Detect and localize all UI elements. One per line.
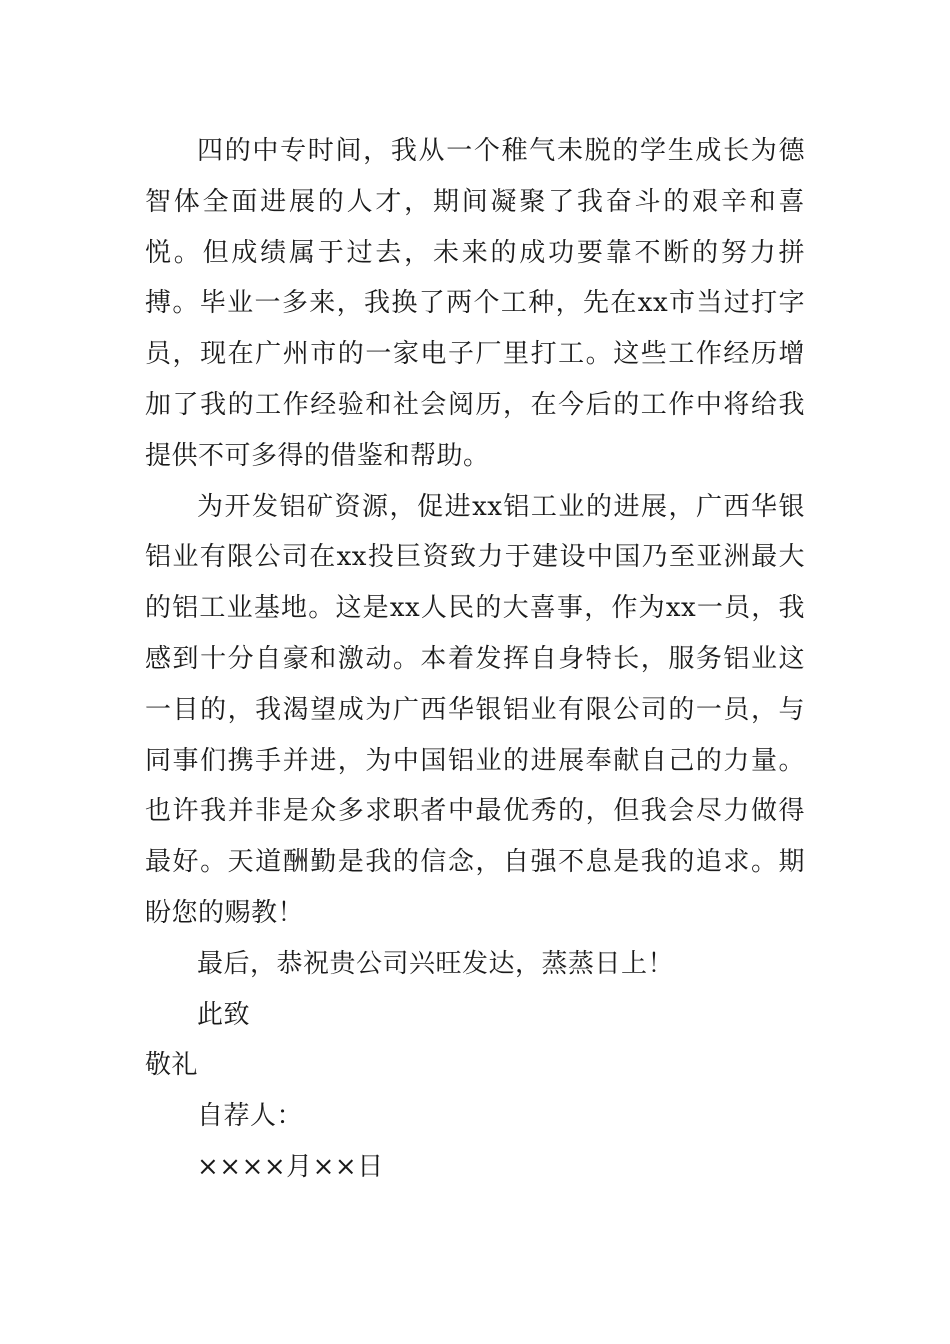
salutation-line-1: 此致 — [197, 999, 251, 1030]
closing-wish: 最后，恭祝贵公司兴旺发达，蒸蒸日上！ — [197, 948, 675, 979]
paragraph-motivation: 为开发铝矿资源，促进xx铝工业的进展，广西华银铝业有限公司在xx投巨资致力于建设中国乃至亚洲最大的铝工业基地。这是xx人民的大喜事，作为xx一员，我感到十分自豪和激动。本着发挥自身特长，服务铝业这一目的，我渴望成为广西华银铝业有限公司的一员，与同事们携手并进，为中国铝业的进展奉献自己的力量。也许我并非是众多求职者中最优秀的，但我会尽力做得最好。天道酬勤是我的信念，自强不息是我的追求。期盼您的赐教！ — [145, 491, 805, 928]
salutation-line-2: 敬礼 — [145, 1050, 199, 1081]
date-line: ××××月××日 — [197, 1151, 384, 1182]
letter-body — [145, 126, 805, 1193]
paragraph-education-experience: 四的中专时间，我从一个稚气未脱的学生成长为德智体全面进展的人才，期间凝聚了我奋斗的艰辛和喜悦。但成绩属于过去，未来的成功要靠不断的努力拼搏。毕业一多来，我换了两个工种，先在xx市当过打字员，现在广州市的一家电子厂里打工。这些工作经历增加了我的工作经验和社会阅历，在今后的工作中将给我提供不可多得的借鉴和帮助。 — [145, 136, 805, 471]
signature-label: 自荐人： — [197, 1101, 304, 1132]
